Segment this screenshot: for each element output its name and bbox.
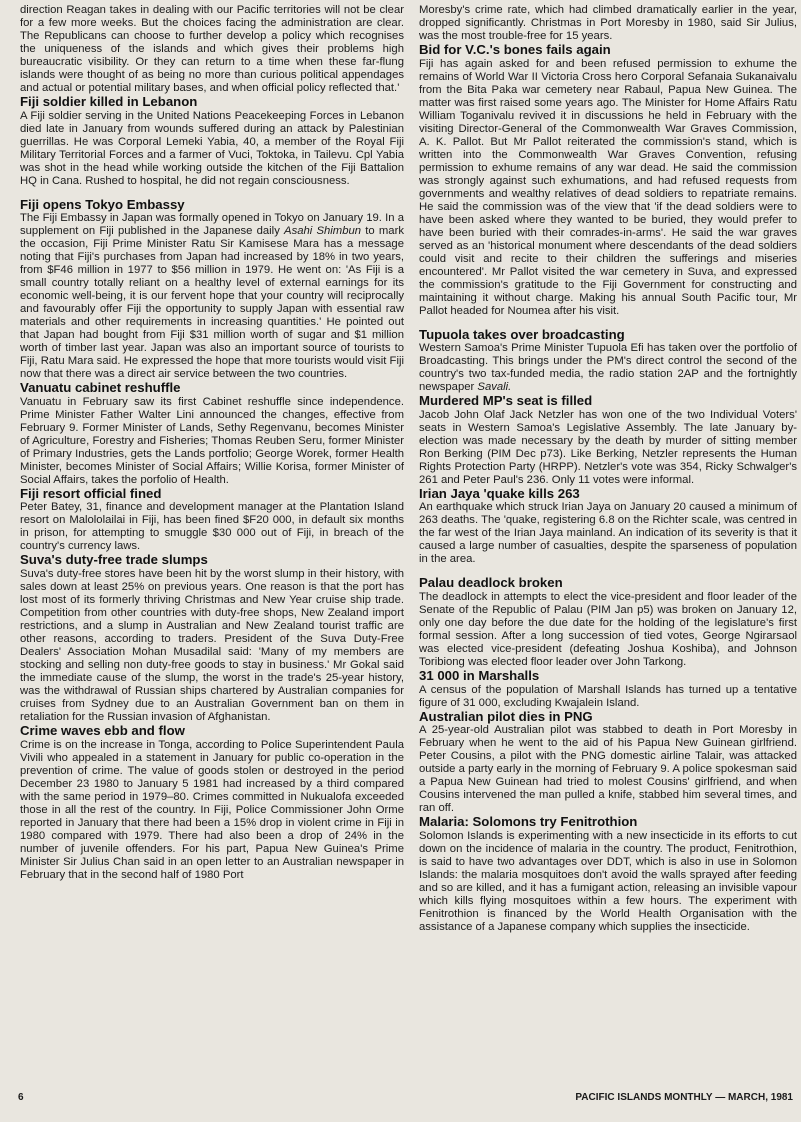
page-footer bbox=[18, 1092, 793, 1104]
article-heading: Irian Jaya 'quake kills 263 bbox=[419, 485, 580, 501]
article-heading: Murdered MP's seat is filled bbox=[419, 393, 593, 409]
article-body: The Fiji Embassy in Japan was formally opened in Tokyo on January 19. In a supplement on Fiji published in the Japanese daily Asahi Shimbun to mark the occasion, Fiji Prime Minister Ratu Sir Kamisese Mara has a message noting that Fiji's purchases from Japan had increased by 18% in two years, from $F46 million in 1977 to $56 million in 1979. He went on: 'As Fiji is a small country totally reliant on a healthy level of external earnings for its economic well-being, it is our fervent hope that your country will reciprocally and favourably offer Fiji the opportunity to supply Japan with essential raw materials and other requirements in increasing quantities.' He pointed out that Japan had bought from Fiji $31 million worth of sugar and $1 million worth of timber last year. Japan was also an important source of tourists to Fiji, Ratu Mara said. He expressed the hope that more tourists would visit Fiji now that there was a direct air service between the two countries. bbox=[20, 212, 404, 381]
article-body: Vanuatu in February saw its first Cabinet reshuffle since independence. Prime Minister Father Walter Lini announced the changes, effective from February 9. Former Minister of Lands, Sethy Regenvanu, becomes Minister of Agriculture, Forestry and Fisheries; Thomas Reuben Seru, former Minister of Primary Industries, gets the Lands portfolio; George Worek, former Health Minister, becomes Minister of Social Affairs; Willie Korisa, former Minister of Social Affairs, takes the porfolio of Health. bbox=[20, 395, 404, 486]
article-heading: Tupuola takes over broadcasting bbox=[419, 326, 625, 342]
article-body: Solomon Islands is experimenting with a new insecticide in its efforts to cut down on the incidence of malaria in the country. The product, Fenitrothion, is said to have two advantages over DDT, which is also in use in Solomon Islands: the malaria mosquitoes don't avoid the walls sprayed after feeding and so are killed, and it has a fumigant action, releasing an invisible vapour which kills flying mosquitoes within a few hours. The experiment with Fenitrothion is financed by the World Health Organisation with the assistance of a Japanese company which supplies the insecticide. bbox=[419, 829, 797, 933]
article-body: Jacob John Olaf Jack Netzler has won one of the two Individual Voters' seats in Western Samoa's Legislative Assembly. The late January by-election was made necessary by the death by murder of sitting member Ron Berking (PIM Dec p73). Like Berking, Netzler represents the Human Rights Protection Party (HRPP). Netzler's vote was 354, Ricky Schwalger's 261 and Peter Paul's 236. Only 11 votes were informal. bbox=[419, 408, 797, 486]
newspaper-name: Savali. bbox=[477, 381, 512, 394]
article-body: Crime is on the increase in Tonga, according to Police Superintendent Paula Vivili who appealed in a statement in January for public co-operation in the prevention of crime. The value of goods stolen or destroyed in the period December 23 1980 to January 5 1981 had increased by a third compared with the same period in 1979–80. Crimes committed in Nukualofa exceeded those in all the rest of the country. In Fiji, Police Commissioner John Orme reported in January that there had been a 15% drop in violent crime in Fiji in 1980 compared with 1979. There had also been a drop of 24% in the number of juvenile offenders. For his part, Papua New Guinea's Prime Minister Sir Julius Chan said in an open letter to an Australian newspaper in February that in the second half of 1980 Port bbox=[20, 738, 404, 881]
newspaper-name: Asahi Shimbun bbox=[284, 225, 362, 238]
article-heading: Fiji resort official fined bbox=[20, 485, 162, 501]
right-column-intro: Moresby's crime rate, which had climbed dramatically earlier in the year, dropped significantly. Christmas in Port Moresby in 1980, said Sir Julius, was the most trouble-free for 15 years. bbox=[419, 4, 797, 42]
article-body: Western Samoa's Prime Minister Tupuola Efi has taken over the portfolio of Broadcasting. This brings under the PM's direct control the second of the country's two tax-funded media, the radio station 2AP and the fortnightly newspaper Savali. bbox=[419, 342, 797, 394]
publication-line: PACIFIC ISLANDS MONTHLY — MARCH, 1981 bbox=[575, 1092, 793, 1103]
article-body: A Fiji soldier serving in the United Nations Peacekeeping Forces in Lebanon died late in January from wounds suffered during an attack by Palestinian guerrillas. He was Corporal Lemeki Yabia, 40, a member of the Royal Fiji Military Territorial Forces and a farmer of Vuci, Toktoka, in Tailevu. Cpl Yabia was shot in the head while working outside the kitchen of the Fiji Battalion HQ in Cana. Rushed to hospital, he did not regain consciousness. bbox=[20, 109, 404, 187]
article-body: Suva's duty-free stores have been hit by the worst slump in their history, with sales down at least 25% on previous years. One reason is that the port has lost most of its formerly thriving Christmas and New Year cruise ship trade. Competition from other countries with duty-free shops, New Zealand import restrictions, and a slump in Australian and New Zealand tourist traffic are other reasons, according to traders. President of the Suva Duty-Free Dealers' Association Mohan Musadilal said: 'Many of my members are stocking and selling non duty-free goods to stay in business.' Mr Gokal said the immediate cause of the slump, the worst in the trade's 25-year history, was the withdrawal of Russian ships chartered by Australian companies for cruises from Sydney due to an Australian Government ban on them in retaliation for the Russian invasion of Afghanistan. bbox=[20, 567, 404, 723]
article-body: An earthquake which struck Irian Jaya on January 20 caused a minimum of 263 deaths. The 'quake, registering 6.8 on the Richter scale, was centred in the far west of the Irian Jaya mainland. An indication of its severity is that it caused a large number of casualties, despite the sparseness of population in the area. bbox=[419, 501, 797, 566]
article-body: A census of the population of Marshall Islands has turned up a tentative figure of 31 000, excluding Kwajalein Island. bbox=[419, 683, 797, 709]
article-heading: 31 000 in Marshalls bbox=[419, 667, 540, 683]
left-column-intro: direction Reagan takes in dealing with our Pacific territories will not be clear for a few more weeks. But the choices facing the administration are clear. The Republicans can choose to further develop a policy which recognises the uniqueness of the islands and which gives their problems high bureaucratic visibility. Or they can return to a time when these far-flung islands were thought of as being no more than curious political appendages and actual or potential military bases, and when official policy reflected that.' bbox=[20, 4, 404, 94]
article-heading: Vanuatu cabinet reshuffle bbox=[20, 380, 181, 396]
left-column bbox=[20, 4, 404, 882]
article-heading: Suva's duty-free trade slumps bbox=[20, 552, 208, 568]
article-heading: Crime waves ebb and flow bbox=[20, 722, 185, 738]
article-heading: Bid for V.C.'s bones fails again bbox=[419, 42, 611, 57]
article-heading: Australian pilot dies in PNG bbox=[419, 708, 593, 724]
article-heading: Malaria: Solomons try Fenitrothion bbox=[419, 814, 638, 830]
right-column bbox=[419, 4, 797, 934]
article-body: Fiji has again asked for and been refused permission to exhume the remains of World War II Victoria Cross hero Corporal Sefanaia Sukanaivalu from the Bita Paka war cemetery near Rabaul, Papua New Guinea. The matter was first raised some years ago. The Minister for Home Affairs Ratu William Toganivalu revived it in discussions he held in February with the visiting Director-General of the Commonwealth War Graves Commission, A. K. Pallot. But Mr Pallot reiterated the commission's stand, which is written into the Commonwealth War Graves Convention, refusing permission to exhume remains of any war dead. He said the commission was strongly against such exhumations, and had refused requests from governments and wealthy relatives of dead soldiers to repatriate remains. He said the commission was of the view that 'if the dead soldiers were to have been asked where they wanted to be buried, they would prefer to have been buried with their comrades-in-arms'. He said the war graves served as an 'historical monument where descendants of the dead soldiers could visit and recite to their children the sufferings and miseries encountered'. Mr Pallot visited the war cemetery in Suva, and expressed the commission's gratitude to the Fiji Government for constructing and maintaining it without charge. Making his annual South Pacific tour, Mr Pallot headed for Noumea after his visit. bbox=[419, 57, 797, 317]
article-heading: Palau deadlock broken bbox=[419, 575, 563, 591]
page-number: 6 bbox=[18, 1092, 24, 1103]
article-heading: Fiji opens Tokyo Embassy bbox=[20, 196, 185, 212]
article-body: A 25-year-old Australian pilot was stabbed to death in Port Moresby in February when he went to the aid of his Papua New Guinean girlfriend. Peter Cousins, a pilot with the PNG domestic airline Talair, was attacked outside a party early in the morning of February 9. A police spokesman said a Papua New Guinean had tried to molest Cousins' girlfriend, and when Cousins intervened the man pulled a knife, stabbed him several times, and ran off. bbox=[419, 724, 797, 815]
article-heading: Fiji soldier killed in Lebanon bbox=[20, 94, 198, 109]
article-body: Peter Batey, 31, finance and development manager at the Plantation Island resort on Malololailai in Fiji, has been fined $F20 000, in default six months in prison, for attempting to smuggle $30 000 out of Fiji, in breach of the country's currency laws. bbox=[20, 501, 404, 553]
article-body: The deadlock in attempts to elect the vice-president and floor leader of the Senate of the Republic of Palau (PIM Jan p5) was broken on January 12, only one day before the due date for the holding of the legislature's first formal session. After a long succession of tied votes, George Ngirarsaol was elected vice-president (defeating Joshua Koshiba), and Johnson Toribiong was elected floor leader over John Tarkong. bbox=[419, 590, 797, 668]
